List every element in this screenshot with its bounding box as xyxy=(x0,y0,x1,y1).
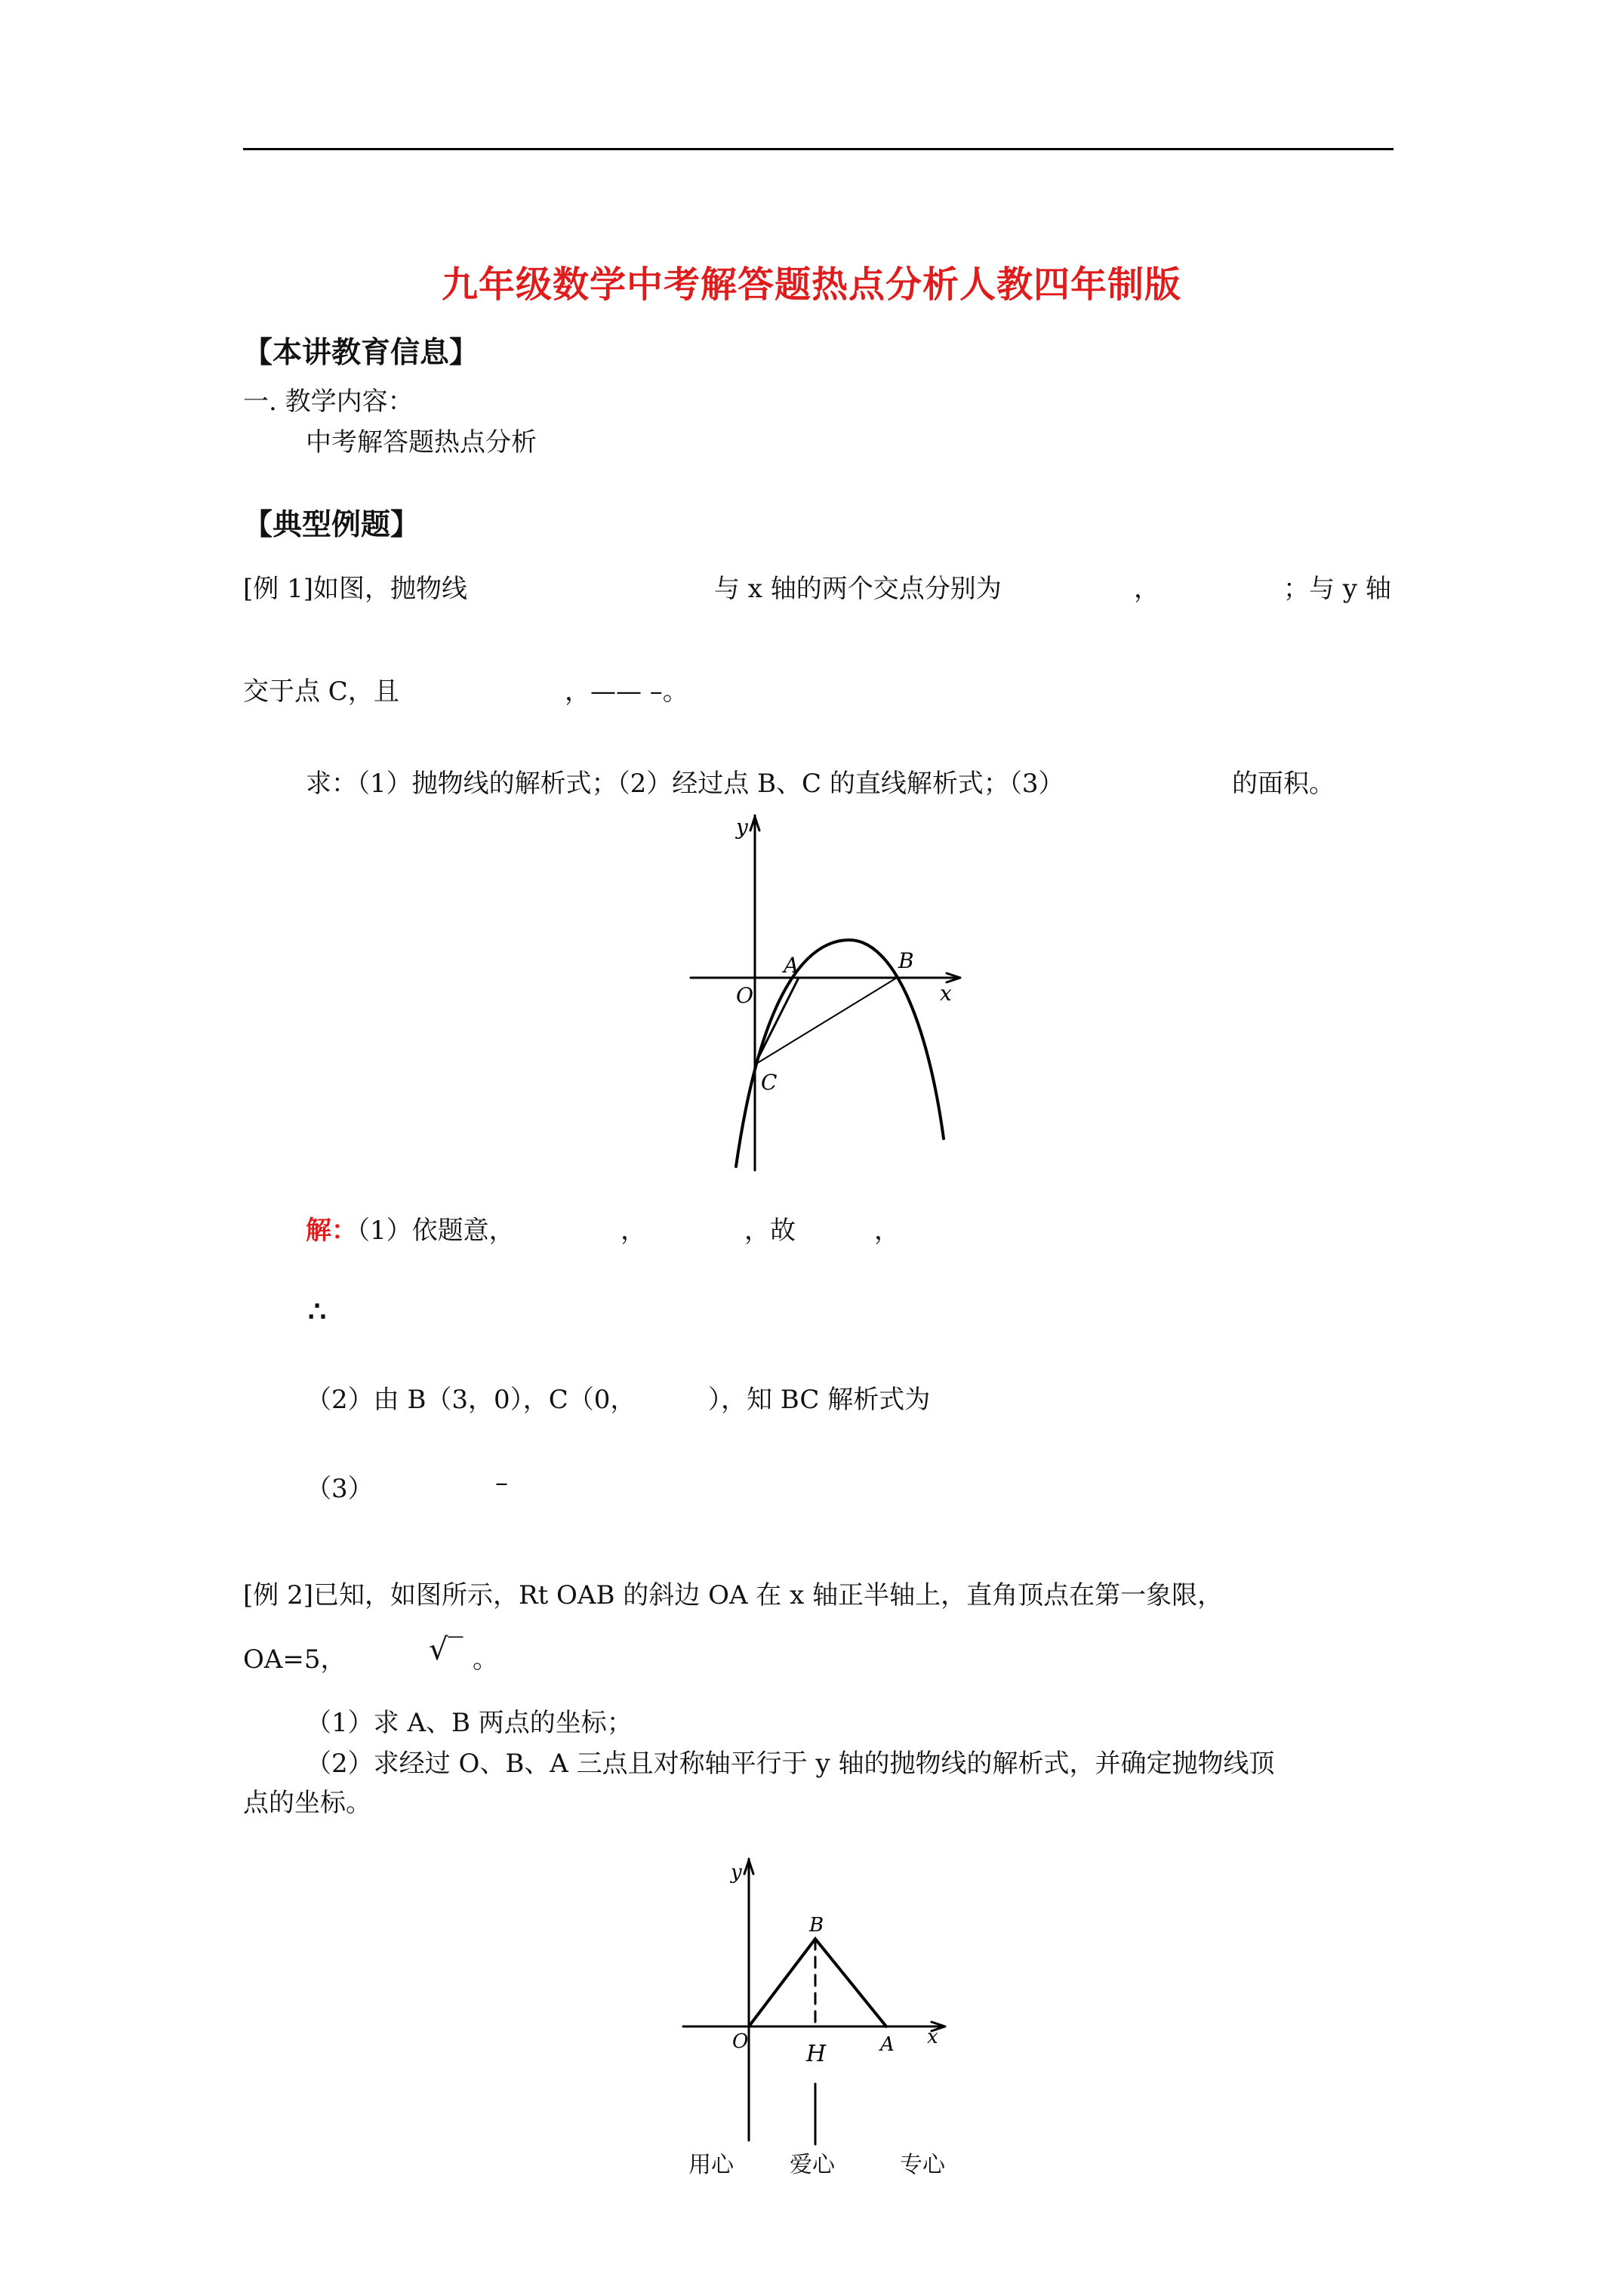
ex2-question1: （1）求 A、B 两点的坐标； xyxy=(306,1708,633,1738)
ex2-question2-cont: 点的坐标。 xyxy=(243,1788,371,1818)
footer-aixin: 爱心 xyxy=(790,2152,835,2178)
solution-label: 解： xyxy=(306,1216,357,1246)
ex1-label-c: C xyxy=(761,1070,778,1095)
ex1-line1-c: ， xyxy=(1134,574,1160,604)
ex2-label-h: H xyxy=(806,2041,827,2067)
ex2-question2: （2）求经过 O、B、A 三点且对称轴平行于 y 轴的抛物线的解析式，并确定抛物线顶 xyxy=(306,1749,1275,1779)
ex1-sol1-b: ， xyxy=(621,1216,646,1246)
ex1-line3-b: 的面积。 xyxy=(1232,769,1335,799)
ex1-label-b: B xyxy=(898,948,914,973)
content-text: 中考解答题热点分析 xyxy=(306,427,537,458)
ex2-label-x: x xyxy=(927,2026,938,2048)
ex1-line2-b: ，—— –。 xyxy=(565,676,688,707)
ex2-line2-c: 。 xyxy=(473,1644,498,1675)
ex1-label-x: x xyxy=(940,981,952,1006)
ex1-line3-a: 求：（1）抛物线的解析式；（2）经过点 B、C 的直线解析式；（3） xyxy=(306,769,1064,799)
ex1-label-y: y xyxy=(736,815,748,840)
ex1-solution-line1 xyxy=(306,1210,515,1247)
ex2-label-o: O xyxy=(732,2030,749,2053)
ex2-label-b: B xyxy=(809,1914,824,1937)
ex1-line2-a: 交于点 C，且 xyxy=(243,676,399,707)
ex1-sol3-a: （3） xyxy=(306,1474,374,1504)
ex1-sol2-b: ），知 BC 解析式为 xyxy=(708,1385,931,1415)
ex1-sol1-a: （1）依题意， xyxy=(357,1216,515,1246)
ex2-line1: [例 2]已知，如图所示，Rt OAB 的斜边 OA 在 x 轴正半轴上，直角顶点在第一象限， xyxy=(243,1580,1224,1610)
page-title: 九年级数学中考解答题热点分析人教四年制版 xyxy=(441,264,1181,306)
ex1-label-a: A xyxy=(784,953,799,978)
footer-yongxin: 用心 xyxy=(688,2152,734,2178)
ex1-parabola xyxy=(736,940,944,1166)
ex1-sol1-d: ， xyxy=(874,1216,900,1246)
ex2-figure xyxy=(672,1842,959,2190)
content-heading: 一. 教学内容： xyxy=(243,387,414,417)
ex1-label-o: O xyxy=(736,983,753,1008)
ex1-line1-d: ；与 y 轴 xyxy=(1283,574,1391,604)
section-info-heading: 【本讲教育信息】 xyxy=(243,335,479,370)
footer-zhuanxin: 专心 xyxy=(900,2152,945,2178)
ex1-sol2-a: （2）由 B（3，0），C（0， xyxy=(306,1385,636,1415)
ex2-triangle xyxy=(749,1939,886,2026)
section-examples-heading: 【典型例题】 xyxy=(243,507,420,542)
ex2-sqrt-sign: √‾ xyxy=(429,1632,463,1667)
ex1-sol1-c: ，故 xyxy=(744,1216,796,1246)
ex2-label-a: A xyxy=(880,2033,895,2056)
ex1-line1-a: [例 1]如图，抛物线 xyxy=(243,574,467,604)
ex1-figure xyxy=(679,800,981,1178)
header-rule xyxy=(243,148,1394,150)
ex1-sol3-b: – xyxy=(495,1468,508,1498)
therefore-symbol: ∴ xyxy=(308,1294,327,1328)
ex2-label-y: y xyxy=(731,1861,742,1884)
ex1-line1-b: 与 x 轴的两个交点分别为 xyxy=(714,574,1002,604)
ex2-line2-a: OA=5， xyxy=(243,1644,346,1675)
